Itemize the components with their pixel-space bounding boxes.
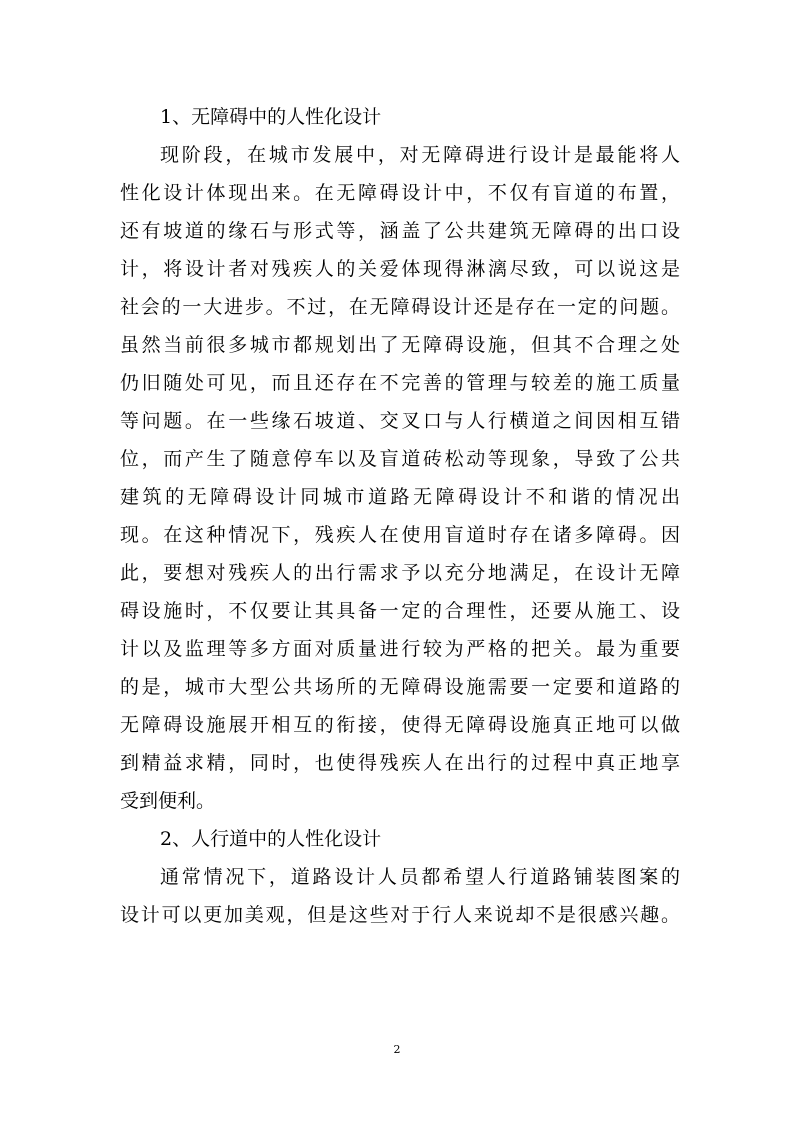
text-line: 现阶段，在城市发展中，对无障碍进行设计是最能将人 <box>160 144 680 166</box>
text-line: 此，要想对残疾人的出行需求予以充分地满足，在设计无障 <box>120 562 680 584</box>
text-line: 设计可以更加美观，但是这些对于行人来说却不是很感兴趣。 <box>120 904 680 926</box>
page-number: 2 <box>393 1043 401 1056</box>
text-line: 无障碍设施展开相互的衔接，使得无障碍设施真正地可以做 <box>120 714 680 736</box>
text-line: 虽然当前很多城市都规划出了无障碍设施，但其不合理之处 <box>120 334 680 356</box>
text-line: 社会的一大进步。不过，在无障碍设计还是存在一定的问题。 <box>120 296 680 318</box>
text-line: 现。在这种情况下，残疾人在使用盲道时存在诸多障碍。因 <box>120 524 680 546</box>
text-line: 性化设计体现出来。在无障碍设计中，不仅有盲道的布置， <box>120 182 680 204</box>
text-line: 通常情况下，道路设计人员都希望人行道路铺装图案的 <box>160 866 680 888</box>
document-body <box>120 98 680 934</box>
text-line: 计以及监理等多方面对质量进行较为严格的把关。最为重要 <box>120 638 680 660</box>
text-line: 等问题。在一些缘石坡道、交叉口与人行横道之间因相互错 <box>120 410 680 432</box>
paragraph-1 <box>120 136 680 820</box>
text-line: 建筑的无障碍设计同城市道路无障碍设计不和谐的情况出 <box>120 486 680 508</box>
text-line: 仍旧随处可见，而且还存在不完善的管理与较差的施工质量 <box>120 372 680 394</box>
paragraph-2 <box>120 858 680 934</box>
text-line: 受到便利。 <box>120 790 216 812</box>
text-line: 的是，城市大型公共场所的无障碍设施需要一定要和道路的 <box>120 676 680 698</box>
section-heading-2: 2、人行道中的人性化设计 <box>160 828 382 850</box>
section-heading-1: 1、无障碍中的人性化设计 <box>160 106 382 128</box>
text-line: 碍设施时，不仅要让其具备一定的合理性，还要从施工、设 <box>120 600 680 622</box>
text-line: 位，而产生了随意停车以及盲道砖松动等现象，导致了公共 <box>120 448 680 470</box>
text-line: 还有坡道的缘石与形式等，涵盖了公共建筑无障碍的出口设 <box>120 220 680 242</box>
text-line: 计，将设计者对残疾人的关爱体现得淋漓尽致，可以说这是 <box>120 258 680 280</box>
text-line: 到精益求精，同时，也使得残疾人在出行的过程中真正地享 <box>120 752 680 774</box>
